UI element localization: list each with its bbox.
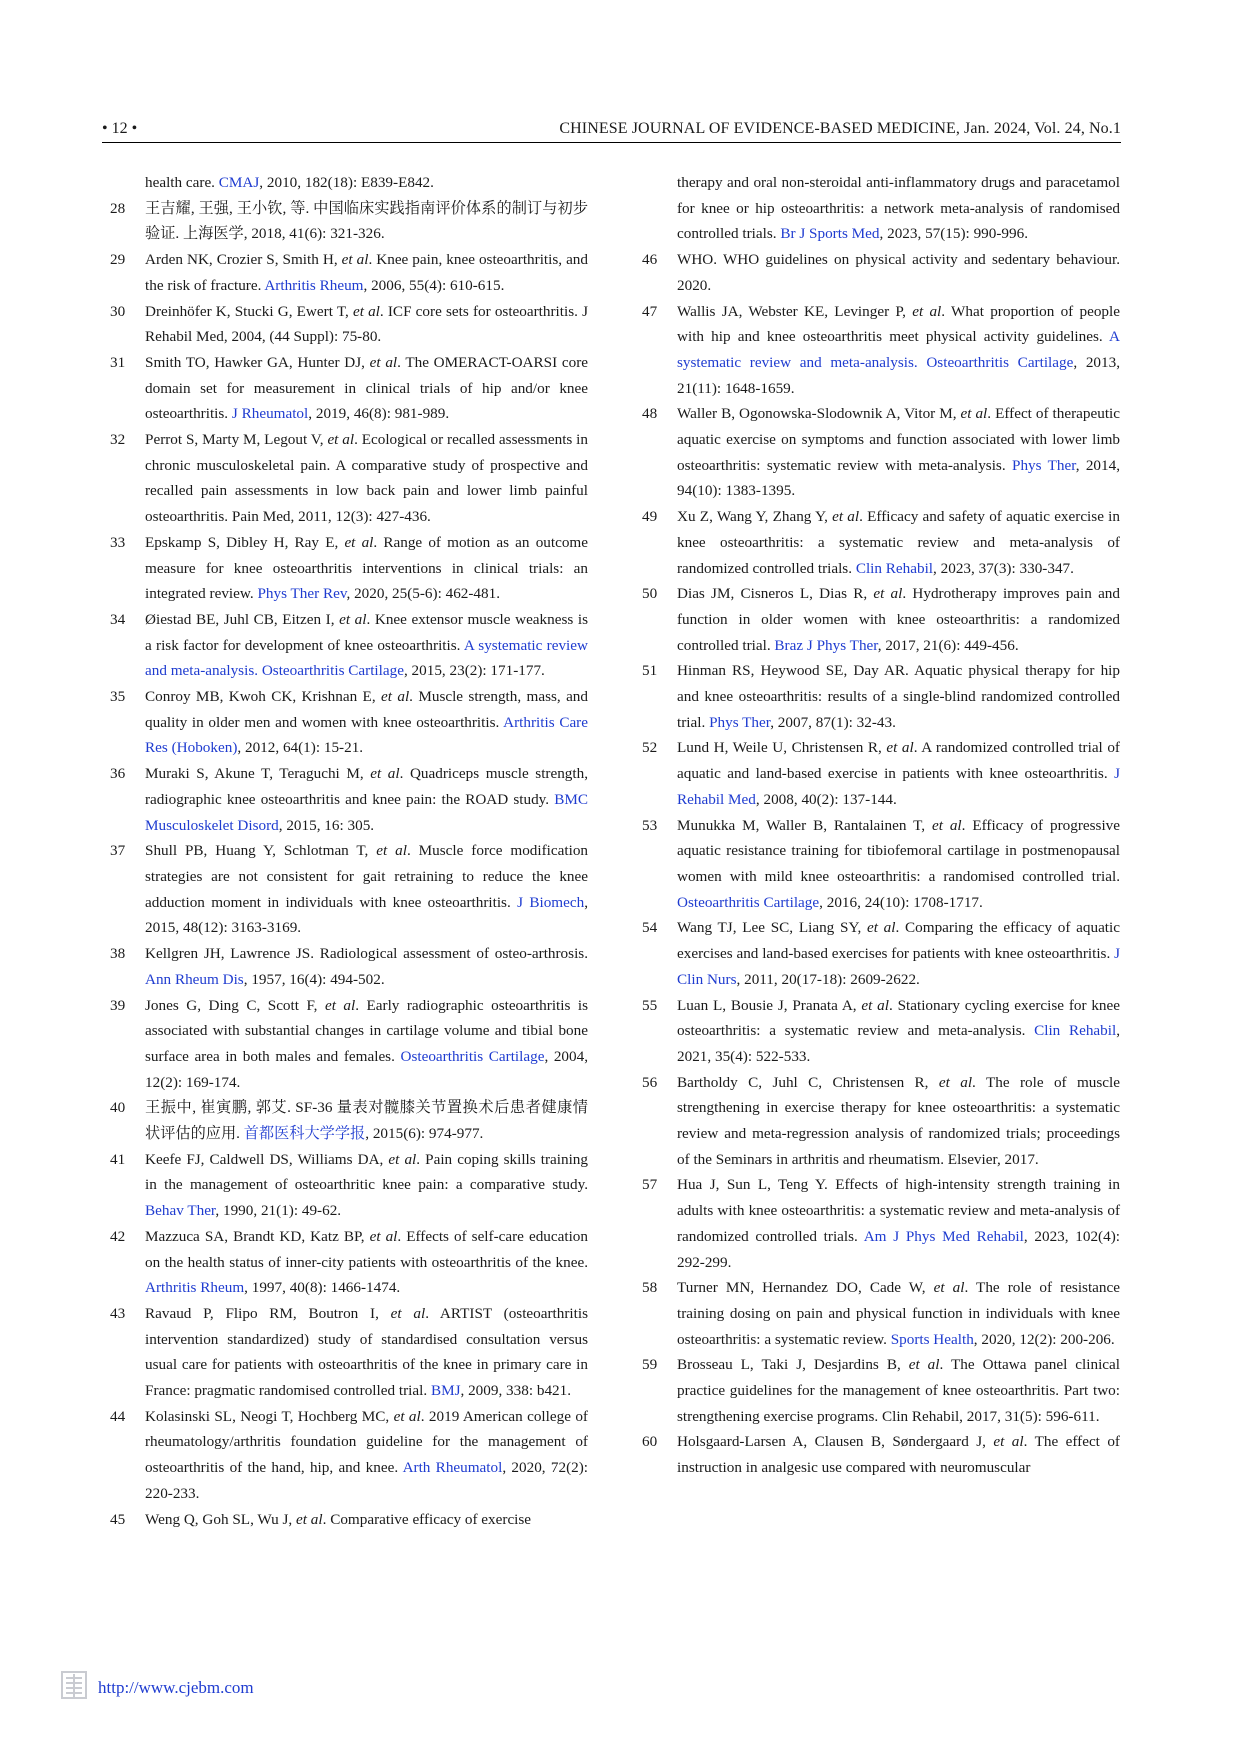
journal-link[interactable]: Arthritis Rheum bbox=[264, 276, 364, 294]
reference-item bbox=[110, 1095, 588, 1146]
reference-text: . Muscle force modification strategies are not consistent for gait retraining to reduce the knee adduction moment in individuals with knee osteoarthritis. bbox=[145, 842, 589, 911]
reference-text: , 2015, 23(2): 171-177. bbox=[403, 662, 545, 680]
journal-link[interactable]: J Rehabil Med bbox=[677, 765, 1120, 808]
reference-item bbox=[110, 761, 588, 838]
journal-link[interactable]: Behav Ther bbox=[145, 1202, 216, 1220]
reference-text: Waller B, Ogonowska-Slodownik A, Vitor M, bbox=[677, 405, 961, 423]
reference-text: 王振中, 崔寅鹏, 郭艾. SF-36 量表对髋膝关节置换术后患者健康情状评估的应用. bbox=[145, 1099, 588, 1143]
reference-number: 51 bbox=[642, 662, 658, 680]
journal-link[interactable]: BMC Musculoskelet Disord bbox=[145, 790, 588, 834]
reference-text: . Knee pain, knee osteoarthritis, and the risk of fracture. bbox=[145, 251, 588, 294]
reference-text: . Effects of self-care education on the health status of inner-city patients with osteoarthritis of the knee. bbox=[145, 1227, 588, 1271]
et-al-text: et al bbox=[388, 1150, 417, 1168]
reference-number: 47 bbox=[642, 302, 658, 320]
journal-link[interactable]: Arthritis Care Res (Hoboken) bbox=[145, 713, 588, 757]
reference-item bbox=[642, 1070, 1120, 1173]
reference-item bbox=[110, 1404, 588, 1507]
reference-text: , 2023, 57(15): 990-996. bbox=[879, 225, 1028, 243]
et-al-text: et al bbox=[390, 1304, 426, 1322]
reference-text: . The OMERACT-OARSI core domain set for measurement in clinical trials of hip and/or knee osteoarthritis. bbox=[145, 353, 588, 423]
reference-number: 44 bbox=[110, 1407, 126, 1425]
reference-text: Ravaud P, Flipo RM, Boutron I, bbox=[145, 1304, 391, 1322]
reference-number: 33 bbox=[110, 533, 126, 551]
et-al-text: et al bbox=[938, 1073, 973, 1091]
reference-text: Brosseau L, Taki J, Desjardins B, bbox=[677, 1356, 909, 1374]
reference-text: , 2016, 24(10): 1708-1717. bbox=[819, 893, 983, 911]
reference-text: , 2012, 64(1): 15-21. bbox=[237, 739, 364, 757]
journal-link[interactable]: Osteoarthritis Cartilage bbox=[400, 1047, 545, 1065]
reference-text: , 1990, 21(1): 49-62. bbox=[215, 1202, 342, 1220]
reference-number: 35 bbox=[110, 688, 126, 706]
reference-text: . Knee extensor muscle weakness is a risk factor for development of knee osteoarthritis. bbox=[145, 610, 589, 654]
reference-text: , 1957, 16(4): 494-502. bbox=[243, 970, 385, 988]
reference-number: 53 bbox=[642, 816, 658, 834]
reference-text: Smith TO, Hawker GA, Hunter DJ, bbox=[145, 353, 370, 371]
reference-text: 王吉耀, 王强, 王小钦, 等. 中国临床实践指南评价体系的制订与初步验证. 上海医学, 2018, 41(6): 321-326. bbox=[145, 199, 588, 243]
reference-item bbox=[110, 838, 588, 941]
reference-text: Shull PB, Huang Y, Schlotman T, bbox=[145, 842, 377, 860]
reference-item bbox=[110, 684, 588, 761]
reference-item bbox=[642, 813, 1120, 916]
reference-text: . Pain coping skills training in the management of osteoarthritic knee pain: a comparative study. bbox=[145, 1150, 588, 1194]
reference-number: 50 bbox=[642, 585, 658, 603]
et-al-text: et al bbox=[873, 585, 903, 603]
reference-number: 54 bbox=[642, 919, 658, 937]
et-al-text: et al bbox=[324, 996, 356, 1014]
et-al-text: et al bbox=[344, 533, 374, 551]
journal-link[interactable]: Osteoarthritis Cartilage bbox=[677, 893, 820, 911]
reference-number: 37 bbox=[110, 842, 126, 860]
reference-number: 49 bbox=[642, 508, 658, 526]
reference-text: , 2015, 48(12): 3163-3169. bbox=[145, 893, 588, 937]
reference-text: Luan L, Bousie J, Pranata A, bbox=[677, 996, 862, 1014]
reference-item bbox=[110, 170, 588, 196]
reference-text: Dias JM, Cisneros L, Dias R, bbox=[677, 585, 874, 603]
reference-text: . What proportion of people with hip and knee osteoarthritis meet physical activity guidelines. bbox=[677, 302, 1120, 346]
reference-text: , 1997, 40(8): 1466-1474. bbox=[244, 1279, 401, 1297]
journal-link[interactable]: J Clin Nurs bbox=[677, 945, 1120, 988]
reference-item bbox=[642, 247, 1120, 298]
reference-text: , 2015, 16: 305. bbox=[278, 816, 375, 834]
journal-link[interactable]: Clin Rehabil bbox=[855, 559, 934, 577]
reference-text: Munukka M, Waller B, Rantalainen T, bbox=[677, 816, 932, 834]
reference-text: , 2023, 37(3): 330-347. bbox=[933, 559, 1074, 577]
et-al-text: et al bbox=[381, 688, 410, 706]
reference-text: Jones G, Ding C, Scott F, bbox=[145, 996, 325, 1014]
reference-text: , 2020, 12(2): 200-206. bbox=[973, 1330, 1115, 1348]
reference-text: Muraki S, Akune T, Teraguchi M, bbox=[145, 765, 371, 783]
journal-link[interactable]: Clin Rehabil bbox=[1034, 1022, 1117, 1040]
reference-number: 52 bbox=[642, 739, 658, 757]
journal-link[interactable]: A systematic review and meta-analysis. Osteoarthritis Cartilage bbox=[677, 328, 1120, 371]
journal-link[interactable]: Phys Ther Rev bbox=[257, 585, 347, 603]
journal-link[interactable]: Phys Ther bbox=[709, 713, 771, 731]
et-al-text: et al bbox=[370, 765, 400, 783]
reference-text: . Comparing the efficacy of aquatic exercises and land-based exercises for patients with knee osteoarthritis. bbox=[677, 919, 1120, 963]
reference-text: . The effect of instruction in analgesic use compared with neuromuscular bbox=[677, 1433, 1120, 1477]
reference-number: 28 bbox=[110, 199, 126, 217]
et-al-text: et al bbox=[341, 251, 369, 269]
journal-link[interactable]: A systematic review and meta-analysis. Osteoarthritis Cartilage bbox=[145, 636, 588, 680]
reference-number: 56 bbox=[642, 1073, 658, 1091]
journal-link[interactable]: Ann Rheum Dis bbox=[145, 970, 244, 988]
reference-text: . Ecological or recalled assessments in chronic musculoskeletal pain. A comparative study of prospective and recalled pain assessments in low back pain and lower limb painful osteoarthritis. Pain Med, 2011, 12(3): 427-436. bbox=[145, 431, 588, 526]
reference-item bbox=[642, 170, 1120, 247]
reference-item bbox=[110, 350, 588, 427]
reference-text: . Stationary cycling exercise for knee osteoarthritis: a systematic review and meta-analysis. bbox=[677, 996, 1120, 1040]
reference-text: Kellgren JH, Lawrence JS. Radiological assessment of osteo-arthrosis. bbox=[145, 945, 588, 963]
reference-text: . The role of resistance training dosing on pain and physical function in individuals with knee osteoarthritis: a systematic review. bbox=[677, 1279, 1120, 1348]
et-al-text: et al bbox=[369, 353, 398, 371]
reference-text: , 2021, 35(4): 522-533. bbox=[677, 1022, 1120, 1065]
reference-item bbox=[642, 735, 1120, 812]
journal-link[interactable]: BMJ bbox=[430, 1382, 461, 1400]
reference-number: 38 bbox=[110, 945, 126, 963]
reference-item bbox=[110, 196, 588, 247]
reference-column-left bbox=[110, 170, 588, 1532]
reference-text: . Effect of therapeutic aquatic exercise on symptoms and function associated with lower limb osteoarthritis: systematic review with meta-analysis. bbox=[677, 405, 1121, 474]
reference-number: 48 bbox=[642, 405, 658, 423]
reference-text: Wang TJ, Lee SC, Liang SY, bbox=[677, 919, 867, 937]
reference-text: , 2010, 182(18): E839-E842. bbox=[259, 174, 434, 191]
journal-link[interactable]: 首都医科大学学报 bbox=[243, 1125, 366, 1143]
reference-text: Wallis JA, Webster KE, Levinger P, bbox=[677, 302, 913, 320]
reference-item bbox=[642, 581, 1120, 658]
reference-text: . The role of muscle strengthening in exercise therapy for knee osteoarthritis: a systematic review and meta-regression analysis of randomized trials; proceedings of the Seminars in arthritis and rheumatism. Elsevier, 2017. bbox=[677, 1073, 1121, 1168]
et-al-text: et al bbox=[960, 405, 988, 423]
reference-text: Turner MN, Hernandez DO, Cade W, bbox=[677, 1279, 934, 1297]
et-al-text: et al bbox=[993, 1433, 1024, 1451]
et-al-text: et al bbox=[369, 1227, 398, 1245]
reference-number: 40 bbox=[110, 1099, 126, 1117]
reference-item bbox=[642, 1429, 1120, 1480]
reference-item bbox=[110, 993, 588, 1096]
et-al-text: et al bbox=[933, 1279, 965, 1297]
reference-text: Bartholdy C, Juhl C, Christensen R, bbox=[677, 1073, 939, 1091]
reference-number: 41 bbox=[110, 1150, 126, 1168]
reference-text: , 2013, 21(11): 1648-1659. bbox=[677, 353, 1120, 397]
reference-number: 29 bbox=[110, 251, 126, 269]
reference-item bbox=[642, 1352, 1120, 1429]
reference-text: , 2014, 94(10): 1383-1395. bbox=[677, 456, 1121, 500]
reference-number: 31 bbox=[110, 353, 126, 371]
reference-item bbox=[642, 299, 1120, 402]
reference-number: 43 bbox=[110, 1304, 126, 1322]
reference-text: therapy and oral non-steroidal anti-inflammatory drugs and paracetamol for knee or hip osteoarthritis: a network meta-analysis of randomised controlled trials. bbox=[677, 174, 1120, 243]
journal-link[interactable]: Am J Phys Med Rehabil bbox=[863, 1227, 1024, 1245]
reference-item bbox=[642, 1172, 1120, 1275]
reference-text: , 2007, 87(1): 32-43. bbox=[770, 713, 896, 731]
journal-link[interactable]: Arthritis Rheum bbox=[145, 1279, 245, 1297]
reference-number: 57 bbox=[642, 1176, 658, 1194]
reference-text: health care. bbox=[145, 174, 219, 191]
et-al-text: et al bbox=[931, 816, 962, 834]
reference-text: . Comparative efficacy of exercise bbox=[322, 1510, 532, 1528]
reference-number: 34 bbox=[110, 610, 126, 628]
reference-number: 46 bbox=[642, 251, 658, 269]
reference-text: , 2020, 72(2): 220-233. bbox=[145, 1459, 588, 1502]
reference-text: , 2008, 40(2): 137-144. bbox=[755, 790, 897, 808]
reference-text: . Muscle strength, mass, and quality in older men and women with knee osteoarthritis. bbox=[145, 688, 588, 731]
reference-item bbox=[110, 607, 588, 684]
page-header bbox=[102, 112, 1121, 143]
reference-text: Weng Q, Goh SL, Wu J, bbox=[145, 1510, 297, 1528]
reference-number: 55 bbox=[642, 996, 658, 1014]
et-al-text: et al bbox=[393, 1407, 421, 1425]
reference-text: . Efficacy of progressive aquatic resistance training for tibiofemoral cartilage in postmenopausal women with mild knee osteoarthritis: a randomised controlled trial. bbox=[677, 816, 1120, 885]
reference-item bbox=[642, 504, 1120, 581]
journal-running-head: CHINESE JOURNAL OF EVIDENCE-BASED MEDICINE, Jan. 2024, Vol. 24, No.1 bbox=[559, 120, 1121, 137]
reference-text: Keefe FJ, Caldwell DS, Williams DA, bbox=[145, 1150, 389, 1168]
reference-text: . The Ottawa panel clinical practice guidelines for the management of knee osteoarthritis. Part two: strengthening exercise programs. Clin Rehabil, 2017, 31(5): 596-611. bbox=[677, 1356, 1121, 1425]
reference-text: . Quadriceps muscle strength, radiographic knee osteoarthritis and knee pain: the ROAD study. bbox=[145, 765, 589, 808]
reference-text: . Range of motion as an outcome measure for knee osteoarthritis interventions in clinical trials: an integrated review. bbox=[145, 533, 588, 603]
reference-column-right bbox=[642, 170, 1120, 1481]
et-al-text: et al bbox=[352, 302, 380, 320]
reference-text: . Efficacy and safety of aquatic exercise in knee osteoarthritis: a systematic review and meta-analysis of randomized controlled trials. bbox=[677, 508, 1120, 577]
reference-number: 59 bbox=[642, 1356, 658, 1374]
reference-text: , 2004, 12(2): 169-174. bbox=[145, 1047, 589, 1091]
reference-text: Lund H, Weile U, Christensen R, bbox=[677, 739, 887, 757]
reference-text: Conroy MB, Kwoh CK, Krishnan E, bbox=[145, 688, 382, 706]
et-al-text: et al bbox=[908, 1356, 940, 1374]
reference-text: , 2019, 46(8): 981-989. bbox=[308, 405, 450, 423]
reference-number: 30 bbox=[110, 302, 126, 320]
journal-link[interactable]: Sports Health bbox=[890, 1330, 974, 1348]
reference-item bbox=[110, 530, 588, 607]
reference-text: Hua J, Sun L, Teng Y. Effects of high-intensity strength training in adults with knee osteoarthritis: a systematic review and meta-analysis of randomized controlled trials. bbox=[677, 1176, 1120, 1245]
reference-text: , 2006, 55(4): 610-615. bbox=[363, 276, 505, 294]
reference-text: . ICF core sets for osteoarthritis. J Rehabil Med, 2004, (44 Suppl): 75-80. bbox=[145, 302, 589, 346]
reference-number: 42 bbox=[110, 1227, 126, 1245]
reference-item bbox=[642, 1275, 1120, 1352]
reference-text: Dreinhöfer K, Stucki G, Ewert T, bbox=[145, 302, 353, 320]
reference-text: , 2009, 338: b421. bbox=[460, 1382, 572, 1400]
journal-link[interactable]: J Rheumatol bbox=[231, 405, 309, 423]
reference-text: Mazzuca SA, Brandt KD, Katz BP, bbox=[145, 1227, 370, 1245]
et-al-text: et al bbox=[832, 508, 860, 526]
reference-text: Xu Z, Wang Y, Zhang Y, bbox=[677, 508, 833, 526]
reference-text: Øiestad BE, Juhl CB, Eitzen I, bbox=[145, 610, 340, 628]
et-al-text: et al bbox=[296, 1510, 323, 1528]
reference-text: Holsgaard-Larsen A, Clausen B, Søndergaard J, bbox=[677, 1433, 994, 1451]
page-number: • 12 • bbox=[102, 120, 138, 137]
et-al-text: et al bbox=[327, 431, 355, 449]
reference-item bbox=[110, 1147, 588, 1224]
et-al-text: et al bbox=[912, 302, 942, 320]
journal-logo-icon bbox=[60, 1670, 88, 1700]
reference-item bbox=[110, 247, 588, 298]
journal-link[interactable]: J Biomech bbox=[517, 893, 585, 911]
reference-number: 32 bbox=[110, 431, 126, 449]
reference-text: . Hydrotherapy improves pain and function in older women with knee osteoarthritis: a randomized controlled trial. bbox=[677, 585, 1120, 654]
reference-text: , 2015(6): 974-977. bbox=[365, 1125, 484, 1143]
footer-url-link[interactable]: http://www.cjebm.com bbox=[98, 1678, 254, 1697]
journal-link[interactable]: Braz J Phys Ther bbox=[774, 636, 878, 654]
journal-link[interactable]: Phys Ther bbox=[1012, 456, 1076, 474]
reference-number: 39 bbox=[110, 996, 126, 1014]
reference-item bbox=[642, 401, 1120, 504]
reference-number: 60 bbox=[642, 1433, 658, 1451]
reference-number: 58 bbox=[642, 1279, 658, 1297]
reference-text: Epskamp S, Dibley H, Ray E, bbox=[145, 533, 345, 551]
et-al-text: et al bbox=[339, 610, 367, 628]
reference-text: , 2020, 25(5-6): 462-481. bbox=[346, 585, 501, 603]
reference-number: 36 bbox=[110, 765, 126, 783]
journal-link[interactable]: Arth Rheumatol bbox=[402, 1459, 503, 1477]
reference-item bbox=[110, 427, 588, 530]
reference-text: Perrot S, Marty M, Legout V, bbox=[145, 431, 328, 449]
reference-text: , 2017, 21(6): 449-456. bbox=[877, 636, 1019, 654]
reference-text: , 2023, 102(4): 292-299. bbox=[677, 1227, 1120, 1271]
reference-text: . ARTIST (osteoarthritis intervention standardized) study of standardised consultation versus usual care for patients with osteoarthritis of the knee in primary care in France: pragmatic randomised controlled trial. bbox=[145, 1304, 589, 1400]
reference-item bbox=[642, 993, 1120, 1070]
reference-text: Kolasinski SL, Neogi T, Hochberg MC, bbox=[145, 1407, 394, 1425]
et-al-text: et al bbox=[376, 842, 407, 860]
reference-item bbox=[110, 1301, 588, 1404]
reference-item bbox=[110, 1224, 588, 1301]
journal-link[interactable]: CMAJ bbox=[218, 174, 260, 191]
reference-text: , 2011, 20(17-18): 2609-2622. bbox=[736, 970, 920, 988]
reference-text: Arden NK, Crozier S, Smith H, bbox=[145, 251, 342, 269]
reference-text: WHO. WHO guidelines on physical activity and sedentary behaviour. 2020. bbox=[677, 251, 1120, 294]
et-al-text: et al bbox=[861, 996, 889, 1014]
reference-item bbox=[110, 299, 588, 350]
reference-number: 45 bbox=[110, 1510, 126, 1528]
et-al-text: et al bbox=[886, 739, 914, 757]
reference-item bbox=[110, 941, 588, 992]
reference-text: . 2019 American college of rheumatology/arthritis foundation guideline for the management of osteoarthritis of the hand, hip, and knee. bbox=[145, 1407, 588, 1477]
et-al-text: et al bbox=[866, 919, 896, 937]
reference-text: Hinman RS, Heywood SE, Day AR. Aquatic physical therapy for hip and knee osteoarthritis: results of a single-blind randomized controlled trial. bbox=[677, 662, 1120, 731]
journal-link[interactable]: Br J Sports Med bbox=[780, 225, 880, 243]
reference-text: . A randomized controlled trial of aquatic and land-based exercise in patients with knee osteoarthritis. bbox=[677, 739, 1120, 783]
reference-text: . Early radiographic osteoarthritis is associated with substantial changes in cartilage volume and tibial bone surface area in both males and females. bbox=[145, 996, 589, 1065]
reference-item bbox=[642, 658, 1120, 735]
reference-item bbox=[642, 915, 1120, 992]
reference-item bbox=[110, 1507, 588, 1533]
